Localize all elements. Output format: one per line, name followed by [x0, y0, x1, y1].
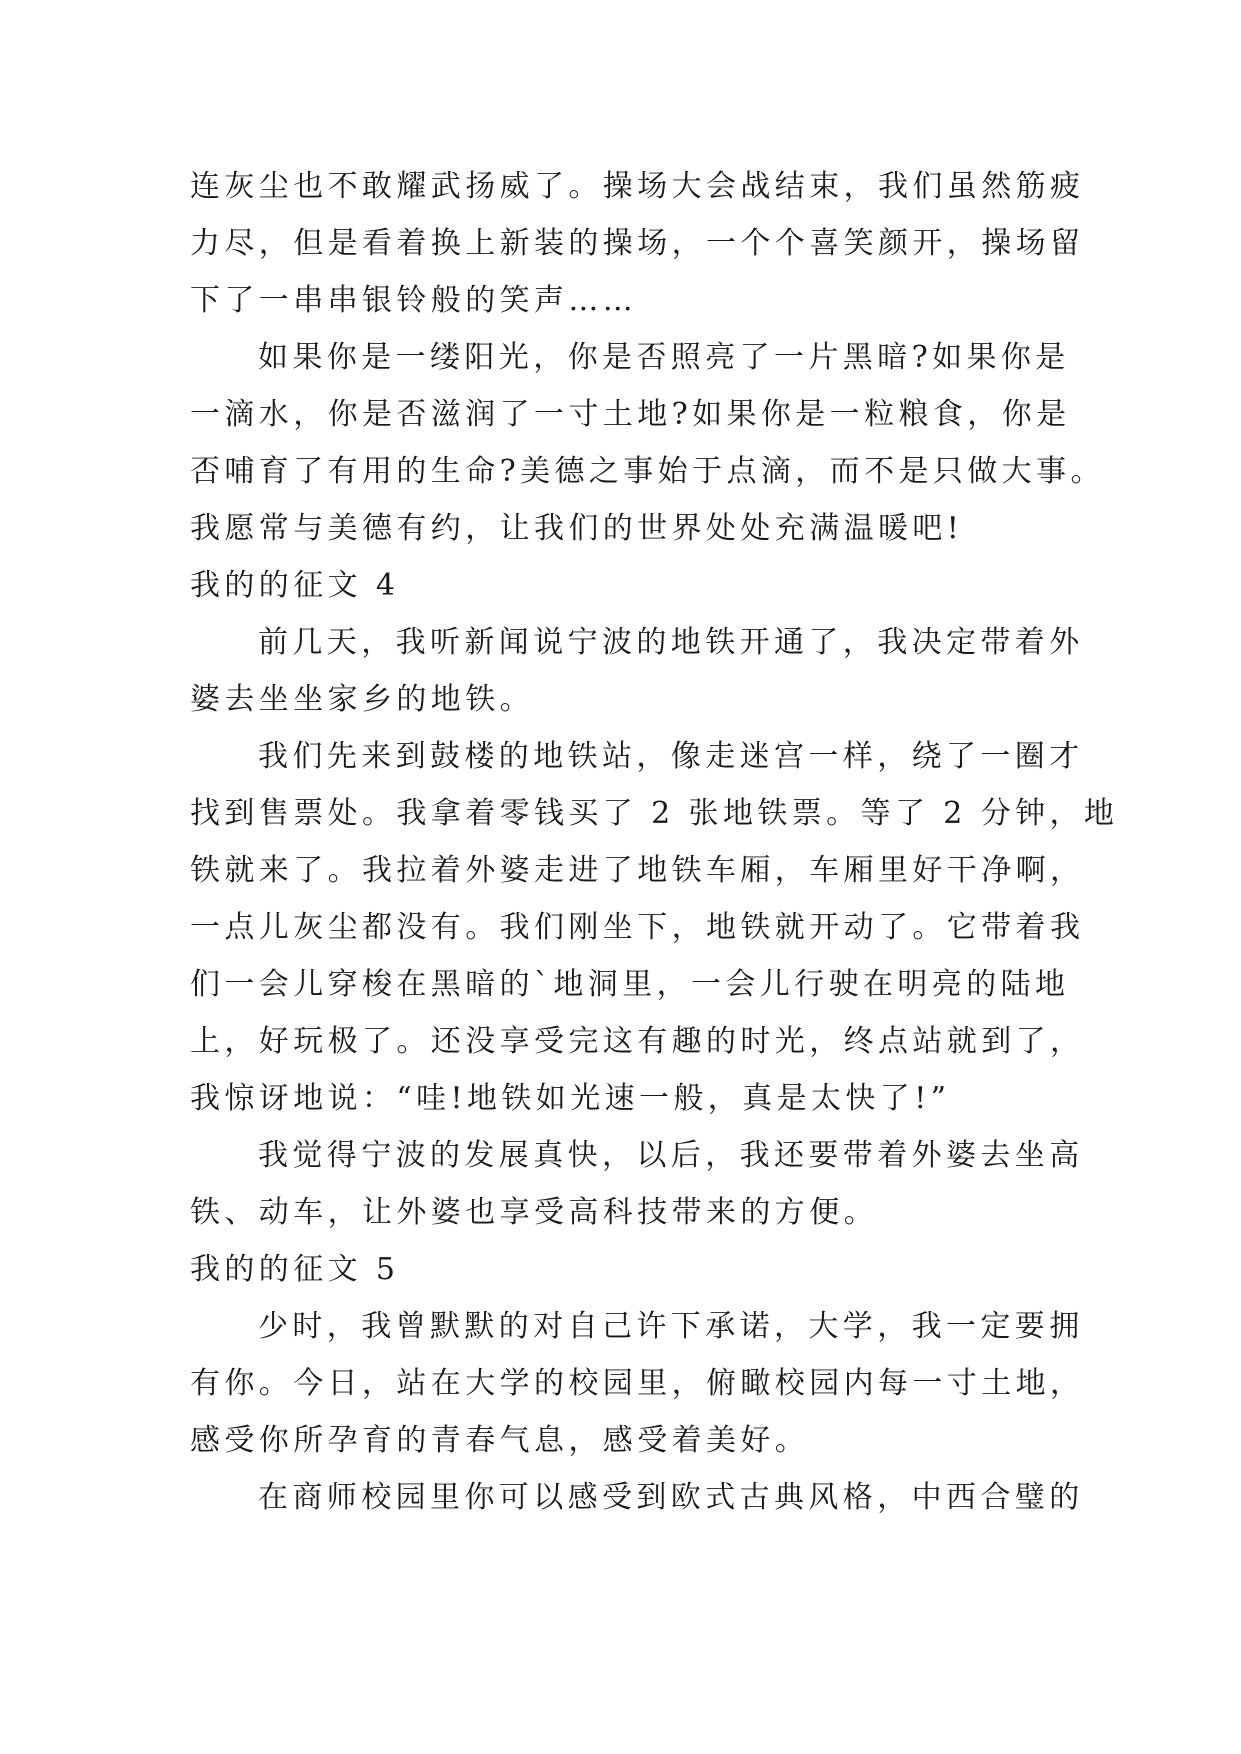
text-line: 我愿常与美德有约，让我们的世界处处充满温暖吧! — [190, 511, 964, 546]
text-line: 下了一串串银铃般的笑声…… — [190, 283, 638, 318]
text-line: 一滴水，你是否滋润了一寸土地?如果你是一粒粮食，你是 — [190, 397, 1071, 432]
text-line: 否哺育了有用的生命?美德之事始于点滴，而不是只做大事。 — [190, 454, 1105, 489]
text-line: 婆去坐坐家乡的地铁。 — [190, 682, 534, 717]
text-line: 我惊讶地说：“哇!地铁如光速一般，真是太快了!” — [190, 1081, 951, 1116]
text-line: 铁就来了。我拉着外婆走进了地铁车厢，车厢里好干净啊， — [190, 853, 1085, 888]
section-heading: 我的的征文 4 — [190, 568, 400, 603]
text-line: 铁、动车，让外婆也享受高科技带来的方便。 — [190, 1195, 878, 1230]
paragraph-start-line: 在商师校园里你可以感受到欧式古典风格，中西合璧的 — [258, 1480, 1084, 1515]
text-line: 力尽，但是看着换上新装的操场，一个个喜笑颜开，操场留 — [190, 226, 1085, 261]
text-line: 们一会儿穿梭在黑暗的`地洞里，一会儿行驶在明亮的陆地 — [190, 967, 1070, 1002]
section-heading: 我的的征文 5 — [190, 1252, 400, 1287]
paragraph-start-line: 我觉得宁波的发展真快，以后，我还要带着外婆去坐高 — [258, 1138, 1084, 1173]
paragraph-start-line: 我们先来到鼓楼的地铁站，像走迷宫一样，绕了一圈才 — [258, 739, 1084, 774]
text-line: 找到售票处。我拿着零钱买了 2 张地铁票。等了 2 分钟，地 — [190, 796, 1119, 831]
paragraph-start-line: 如果你是一缕阳光，你是否照亮了一片黑暗?如果你是 — [258, 340, 1070, 375]
text-line: 有你。今日，站在大学的校园里，俯瞰校园内每一寸土地， — [190, 1366, 1085, 1401]
text-line: 上，好玩极了。还没享受完这有趣的时光，终点站就到了， — [190, 1024, 1085, 1059]
text-line: 感受你所孕育的青春气息，感受着美好。 — [190, 1423, 810, 1458]
paragraph-start-line: 少时，我曾默默的对自己许下承诺，大学，我一定要拥 — [258, 1309, 1084, 1344]
text-line: 一点儿灰尘都没有。我们刚坐下，地铁就开动了。它带着我 — [190, 910, 1085, 945]
text-line: 连灰尘也不敢耀武扬威了。操场大会战结束，我们虽然筋疲 — [190, 169, 1085, 204]
paragraph-start-line: 前几天，我听新闻说宁波的地铁开通了，我决定带着外 — [258, 625, 1084, 660]
document-body — [190, 158, 1119, 1526]
